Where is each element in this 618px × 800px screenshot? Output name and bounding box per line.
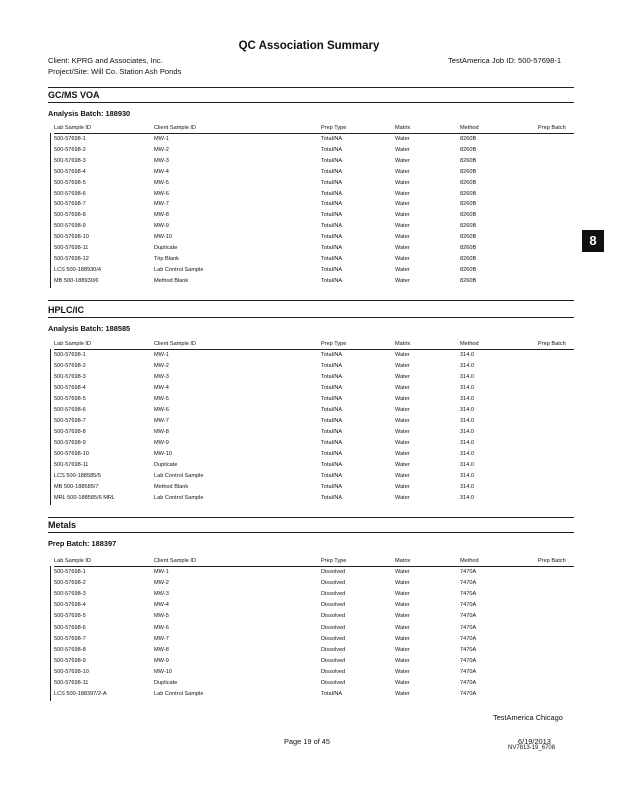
lab-sample-id: 500-57698-3 [54,591,86,598]
prep-type: Total/NA [321,201,343,208]
lab-sample-id: 500-57698-7 [54,418,86,424]
client-sample-id: MW-10 [154,668,172,675]
matrix: Water [395,451,410,457]
client-sample-id: MW-8 [154,212,169,219]
method: 7470A [460,591,477,598]
prep-type: Dissolved [321,624,346,631]
client-sample-id: MW-1 [154,569,169,575]
client-sample-id: MW-2 [154,363,169,369]
method: 314.0 [460,352,474,358]
prep-type: Dissolved [321,668,346,675]
method: 314.0 [460,418,474,424]
method: 314.0 [460,363,474,369]
prep-type: Total/NA [321,190,343,197]
lab-sample-id: 500-57698-4 [54,602,86,609]
client-sample-id: MW-4 [154,602,169,609]
lab-sample-id: LCS 500-188930/4 [54,266,101,273]
matrix: Water [395,691,410,698]
client-sample-id: MW-10 [154,234,172,241]
client-sample-id: MW-8 [154,646,169,653]
method: 314.0 [460,396,474,402]
matrix: Water [395,179,410,186]
prep-type: Dissolved [321,613,346,620]
method: 8260B [460,255,477,262]
method: 314.0 [460,440,474,446]
prep-type: Total/NA [321,451,343,457]
matrix: Water [395,418,410,424]
client-sample-id: MW-10 [154,451,172,457]
lab-sample-id: 500-57698-12 [54,255,89,262]
prep-type: Total/NA [321,234,343,241]
matrix: Water [395,245,410,251]
client-sample-id: MW-9 [154,657,169,664]
lab-sample-id: 500-57698-11 [54,680,89,686]
lab-sample-id: MB 500-188930/6 [54,277,99,284]
lab-sample-id: 500-57698-5 [54,396,86,402]
client-sample-id: MW-3 [154,157,169,164]
prep-type: Total/NA [321,495,343,501]
prep-type: Total/NA [321,418,343,424]
matrix: Water [395,484,410,490]
matrix: Water [395,635,410,642]
lab-sample-id: 500-57698-2 [54,146,86,153]
matrix: Water [395,580,410,587]
lab-sample-id: MRL 500-188585/6 MRL [54,495,116,501]
prep-type: Dissolved [321,657,346,664]
client-sample-id: MW-7 [154,201,169,208]
lab-sample-id: MB 500-188585/7 [54,484,99,490]
client-sample-id: Lab Control Sample [154,691,204,698]
matrix: Water [395,613,410,620]
header-rule [54,349,574,350]
column-header: Prep Type [321,558,347,564]
lab-sample-id: LCS 500-188585/5 [54,473,101,479]
prep-type: Total/NA [321,266,343,273]
column-header: Prep Batch [538,558,566,564]
column-header: Client Sample ID [154,125,196,131]
prep-type: Dissolved [321,591,346,598]
table-left-border [50,566,51,701]
method: 8260B [460,234,477,241]
method: 8260B [460,168,477,175]
batch-label: Analysis Batch: 188930 [48,109,131,118]
method: 7470A [460,580,477,587]
lab-sample-id: 500-57698-7 [54,635,86,642]
matrix: Water [395,646,410,653]
lab-sample-id: 500-57698-5 [54,613,86,620]
client-sample-id: MW-9 [154,440,169,446]
column-header: Prep Batch [538,341,566,347]
client-sample-id: MW-5 [154,613,169,620]
method: 314.0 [460,385,474,391]
prep-type: Total/NA [321,245,343,251]
method: 314.0 [460,462,474,468]
matrix: Water [395,374,410,380]
column-header: Matrix [395,341,411,347]
client-sample-id: MW-6 [154,624,169,631]
matrix: Water [395,668,410,675]
prep-type: Total/NA [321,136,343,142]
method: 8260B [460,201,477,208]
prep-type: Total/NA [321,385,343,391]
method: 314.0 [460,451,474,457]
client-sample-id: MW-2 [154,580,169,587]
matrix: Water [395,255,410,262]
section-title: Metals [48,520,77,530]
column-header: Prep Type [321,125,347,131]
lab-sample-id: 500-57698-7 [54,201,86,208]
prep-type: Total/NA [321,429,343,435]
job-id: TestAmerica Job ID: 500-57698-1 [448,56,562,65]
prep-type: Total/NA [321,212,343,219]
project-site: Project/Site: Will Co. Station Ash Ponds [48,67,182,76]
section-rule [48,87,574,88]
client-sample-id: MW-7 [154,635,169,642]
prep-type: Total/NA [321,407,343,413]
lab-sample-id: 500-57698-1 [54,569,86,575]
matrix: Water [395,266,410,273]
method: 8260B [460,146,477,153]
prep-type: Total/NA [321,352,343,358]
lab-sample-id: 500-57698-8 [54,429,86,435]
matrix: Water [395,569,410,575]
batch-label: Prep Batch: 188397 [48,539,117,548]
matrix: Water [395,157,410,164]
lab-sample-id: 500-57698-1 [54,136,86,142]
prep-type: Dissolved [321,635,346,642]
matrix: Water [395,146,410,153]
matrix: Water [395,396,410,402]
column-header: Lab Sample ID [54,125,92,131]
lab-sample-id: 500-57698-6 [54,190,86,197]
lab-sample-id: 500-57698-6 [54,407,86,413]
lab-sample-id: 500-57698-11 [54,462,89,468]
column-header: Method [460,558,479,564]
lab-sample-id: 500-57698-5 [54,179,86,186]
method: 7470A [460,569,477,575]
lab-sample-id: 500-57698-9 [54,440,86,446]
client-sample-id: Method Blank [154,277,189,284]
prep-type: Total/NA [321,255,343,262]
column-header: Client Sample ID [154,558,196,564]
matrix: Water [395,657,410,664]
method: 314.0 [460,484,474,490]
client-sample-id: MW-3 [154,374,169,380]
lab-sample-id: LCS 500-188397/2-A [54,691,107,698]
matrix: Water [395,190,410,197]
method: 8260B [460,136,477,142]
method: 314.0 [460,473,474,479]
prep-type: Dissolved [321,580,346,587]
client-sample-id: Duplicate [154,680,178,686]
method: 7470A [460,668,477,675]
table-left-border [50,133,51,288]
matrix: Water [395,212,410,219]
lab-sample-id: 500-57698-4 [54,168,86,175]
lab-sample-id: 500-57698-3 [54,374,86,380]
matrix: Water [395,440,410,446]
matrix: Water [395,407,410,413]
matrix: Water [395,385,410,391]
prep-type: Total/NA [321,146,343,153]
section-rule [48,517,574,518]
column-header: Matrix [395,125,411,131]
method: 314.0 [460,495,474,501]
prep-type: Total/NA [321,440,343,446]
lab-sample-id: 500-57698-1 [54,352,86,358]
client-sample-id: Trip Blank [154,255,179,262]
client-sample-id: MW-2 [154,146,169,153]
header-rule [54,133,574,134]
client-sample-id: MW-6 [154,190,169,197]
client-sample-id: Lab Control Sample [154,473,204,479]
prep-type: Total/NA [321,223,343,230]
matrix: Water [395,680,410,686]
method: 8260B [460,179,477,186]
lab-sample-id: 500-57698-10 [54,451,89,457]
lab-sample-id: 500-57698-9 [54,223,86,230]
matrix: Water [395,602,410,609]
client-sample-id: Lab Control Sample [154,495,204,501]
section-tab-badge: 8 [582,230,604,252]
section-underline [48,532,574,533]
client-sample-id: MW-4 [154,168,169,175]
matrix: Water [395,201,410,208]
matrix: Water [395,363,410,369]
matrix: Water [395,234,410,241]
method: 7470A [460,635,477,642]
section-title: HPLC/IC [48,305,84,315]
lab-sample-id: 500-57698-8 [54,646,86,653]
method: 7470A [460,691,477,698]
matrix: Water [395,223,410,230]
section-rule [48,300,574,301]
prep-type: Total/NA [321,374,343,380]
prep-type: Total/NA [321,484,343,490]
method: 7470A [460,646,477,653]
matrix: Water [395,462,410,468]
client-sample-id: MW-9 [154,223,169,230]
method: 8260B [460,277,477,284]
method: 8260B [460,266,477,273]
prep-type: Dissolved [321,602,346,609]
prep-type: Total/NA [321,691,343,698]
method: 314.0 [460,374,474,380]
page-title: QC Association Summary [238,40,380,52]
client-sample-id: MW-1 [154,136,169,142]
prep-type: Dissolved [321,646,346,653]
method: 7470A [460,613,477,620]
method: 8260B [460,223,477,230]
client-sample-id: MW-8 [154,429,169,435]
column-header: Method [460,125,479,131]
client-sample-id: MW-4 [154,385,169,391]
lab-sample-id: 500-57698-10 [54,234,89,241]
matrix: Water [395,495,410,501]
lab-sample-id: 500-57698-11 [54,245,89,251]
method: 8260B [460,212,477,219]
prep-type: Dissolved [321,569,346,575]
prep-type: Total/NA [321,168,343,175]
client-sample-id: Duplicate [154,462,178,468]
client-sample-id: MW-3 [154,591,169,598]
lab-name: TestAmerica Chicago [493,713,563,722]
section-title: GC/MS VOA [48,90,100,100]
page-number: Page 19 of 45 [284,737,331,746]
method: 7470A [460,657,477,664]
prep-type: Dissolved [321,680,346,686]
matrix: Water [395,277,410,284]
method: 314.0 [460,407,474,413]
column-header: Method [460,341,479,347]
header-rule [54,566,574,567]
prep-type: Total/NA [321,179,343,186]
client-sample-id: MW-7 [154,418,169,424]
method: 8260B [460,190,477,197]
method: 7470A [460,602,477,609]
matrix: Water [395,473,410,479]
method: 7470A [460,624,477,631]
column-header: Client Sample ID [154,341,196,347]
client-sample-id: Method Blank [154,484,189,490]
section-underline [48,102,574,103]
column-header: Lab Sample ID [54,558,92,564]
report-code: NV7813-19_6708 [508,745,556,751]
column-header: Lab Sample ID [54,341,92,347]
matrix: Water [395,591,410,598]
column-header: Prep Type [321,341,347,347]
lab-sample-id: 500-57698-9 [54,657,86,664]
client-sample-id: MW-6 [154,407,169,413]
method: 7470A [460,680,477,686]
method: 314.0 [460,429,474,435]
lab-sample-id: 500-57698-2 [54,580,86,587]
lab-sample-id: 500-57698-10 [54,668,89,675]
column-header: Matrix [395,558,411,564]
prep-type: Total/NA [321,462,343,468]
client-name: Client: KPRG and Associates, Inc. [48,56,163,65]
lab-sample-id: 500-57698-6 [54,624,86,631]
lab-sample-id: 500-57698-2 [54,363,86,369]
prep-type: Total/NA [321,396,343,402]
prep-type: Total/NA [321,363,343,369]
table-left-border [50,349,51,505]
client-sample-id: MW-5 [154,396,169,402]
matrix: Water [395,168,410,175]
matrix: Water [395,624,410,631]
lab-sample-id: 500-57698-4 [54,385,86,391]
batch-label: Analysis Batch: 188585 [48,324,131,333]
client-sample-id: MW-5 [154,179,169,186]
section-underline [48,317,574,318]
column-header: Prep Batch [538,125,566,131]
matrix: Water [395,352,410,358]
prep-type: Total/NA [321,473,343,479]
matrix: Water [395,136,410,142]
method: 8260B [460,157,477,164]
matrix: Water [395,429,410,435]
client-sample-id: Lab Control Sample [154,266,204,273]
prep-type: Total/NA [321,157,343,164]
report-date: 6/19/2013 [518,737,551,746]
prep-type: Total/NA [321,277,343,284]
lab-sample-id: 500-57698-8 [54,212,86,219]
method: 8260B [460,245,477,251]
client-sample-id: Duplicate [154,245,178,251]
lab-sample-id: 500-57698-3 [54,157,86,164]
client-sample-id: MW-1 [154,352,169,358]
